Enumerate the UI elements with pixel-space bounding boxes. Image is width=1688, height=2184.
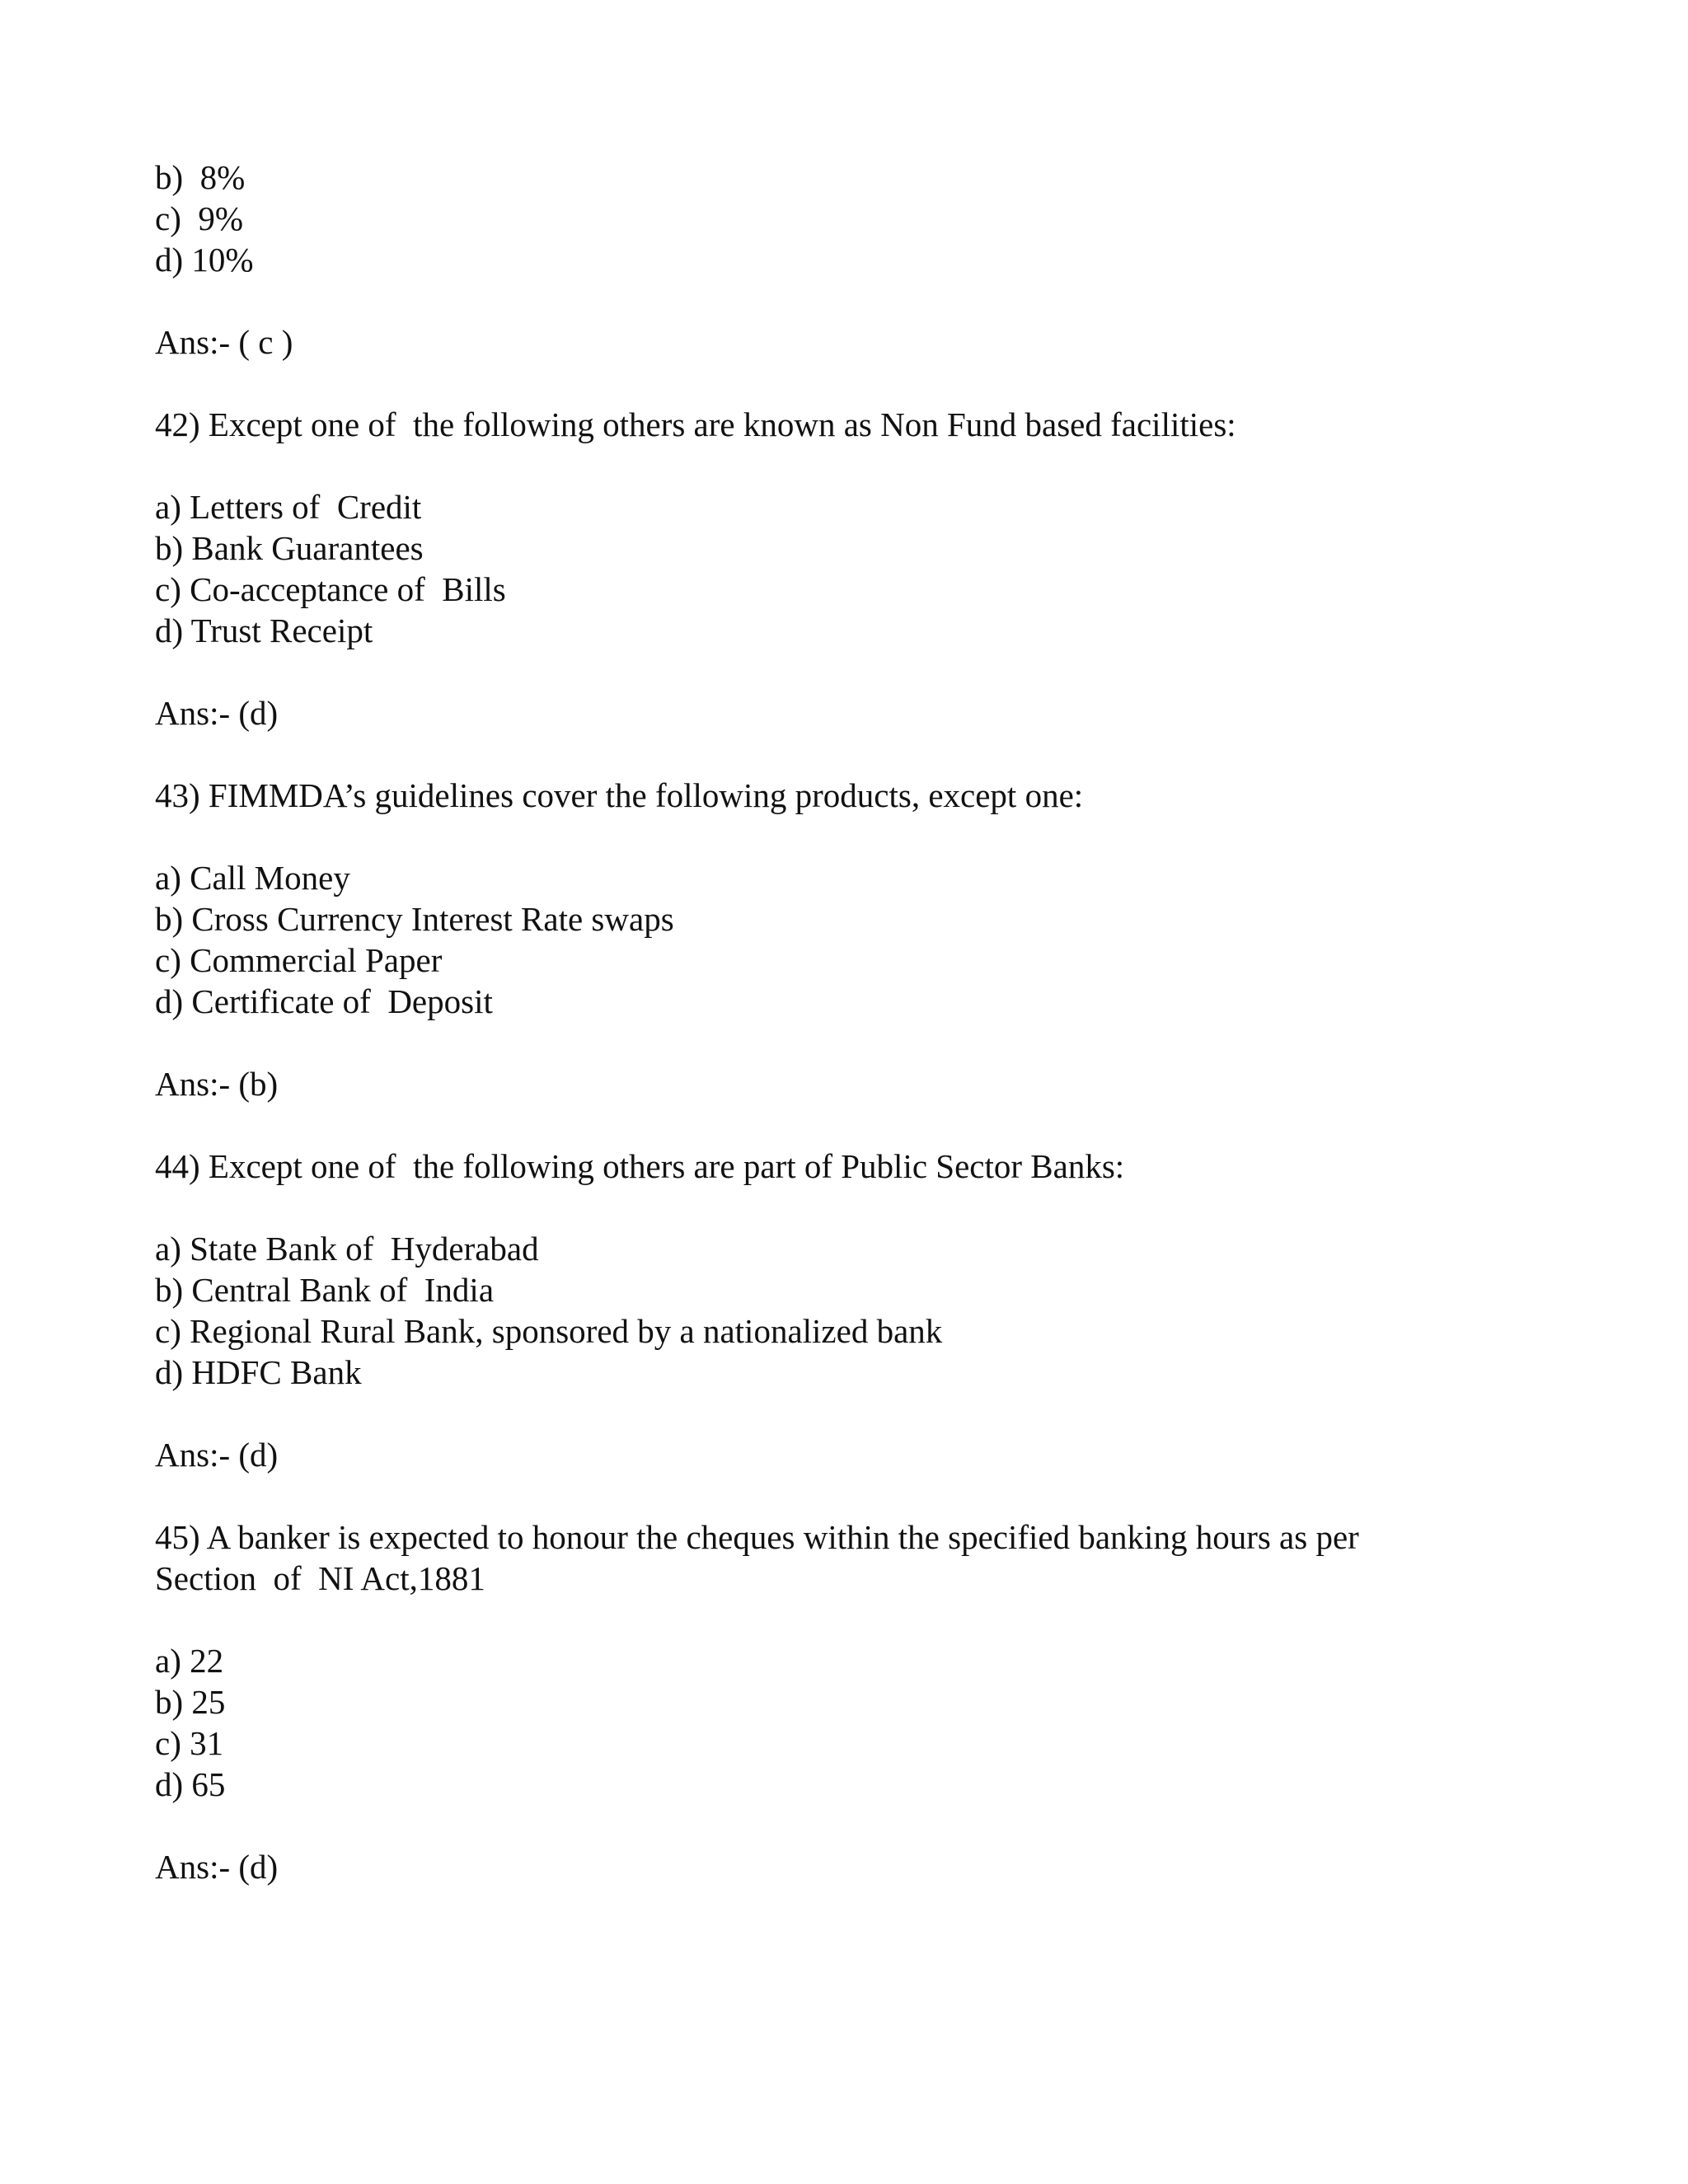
option-line: b) 25	[155, 1683, 226, 1721]
option-line: d) 65	[155, 1765, 226, 1803]
option-line: b) Bank Guarantees	[155, 529, 424, 567]
spacer	[155, 1599, 1556, 1640]
option-line: d) Trust Receipt	[155, 612, 373, 649]
question-text: 45) A banker is expected to honour the cheques within the specified banking hours as per	[155, 1518, 1359, 1556]
document-page	[155, 157, 1556, 1887]
spacer	[155, 1393, 1556, 1434]
question-text: Section of NI Act,1881	[155, 1559, 485, 1597]
question-43	[155, 775, 1556, 816]
option-line: a) Call Money	[155, 859, 350, 897]
option-line: a) 22	[155, 1642, 224, 1680]
question-text: 43) FIMMDA’s guidelines cover the following products, except one:	[155, 776, 1084, 814]
options-45	[155, 1640, 1556, 1805]
spacer	[155, 1022, 1556, 1063]
option-line: d) Certificate of Deposit	[155, 982, 493, 1020]
leading-options	[155, 157, 1556, 280]
option-line: d) 10%	[155, 241, 254, 279]
answer-line: Ans:- (d)	[155, 1436, 279, 1474]
option-line: c) Regional Rural Bank, sponsored by a nationalized bank	[155, 1312, 943, 1350]
spacer	[155, 651, 1556, 692]
spacer	[155, 1104, 1556, 1146]
question-44	[155, 1146, 1556, 1187]
spacer	[155, 363, 1556, 404]
options-43	[155, 857, 1556, 1022]
option-line: a) State Bank of Hyderabad	[155, 1230, 539, 1268]
question-text: 42) Except one of the following others are known as Non Fund based facilities:	[155, 405, 1236, 443]
option-line: d) HDFC Bank	[155, 1353, 362, 1391]
answer-line: Ans:- (b)	[155, 1065, 279, 1103]
options-44	[155, 1228, 1556, 1393]
spacer	[155, 733, 1556, 775]
options-42	[155, 486, 1556, 651]
option-line: c) 9%	[155, 199, 244, 237]
answer-line: Ans:- (d)	[155, 1848, 279, 1886]
spacer	[155, 445, 1556, 486]
spacer	[155, 1475, 1556, 1516]
option-line: a) Letters of Credit	[155, 488, 422, 526]
answer-line: Ans:- ( c )	[155, 323, 293, 361]
question-text: 44) Except one of the following others are part of Public Sector Banks:	[155, 1147, 1125, 1185]
spacer	[155, 280, 1556, 321]
question-42	[155, 404, 1556, 445]
option-line: c) 31	[155, 1724, 224, 1762]
option-line: c) Co-acceptance of Bills	[155, 570, 506, 608]
spacer	[155, 1805, 1556, 1846]
spacer	[155, 1187, 1556, 1228]
option-line: b) 8%	[155, 158, 246, 196]
option-line: c) Commercial Paper	[155, 941, 443, 979]
spacer	[155, 816, 1556, 857]
option-line: b) Central Bank of India	[155, 1271, 495, 1309]
answer-line: Ans:- (d)	[155, 694, 279, 732]
question-45	[155, 1516, 1556, 1599]
option-line: b) Cross Currency Interest Rate swaps	[155, 900, 674, 938]
